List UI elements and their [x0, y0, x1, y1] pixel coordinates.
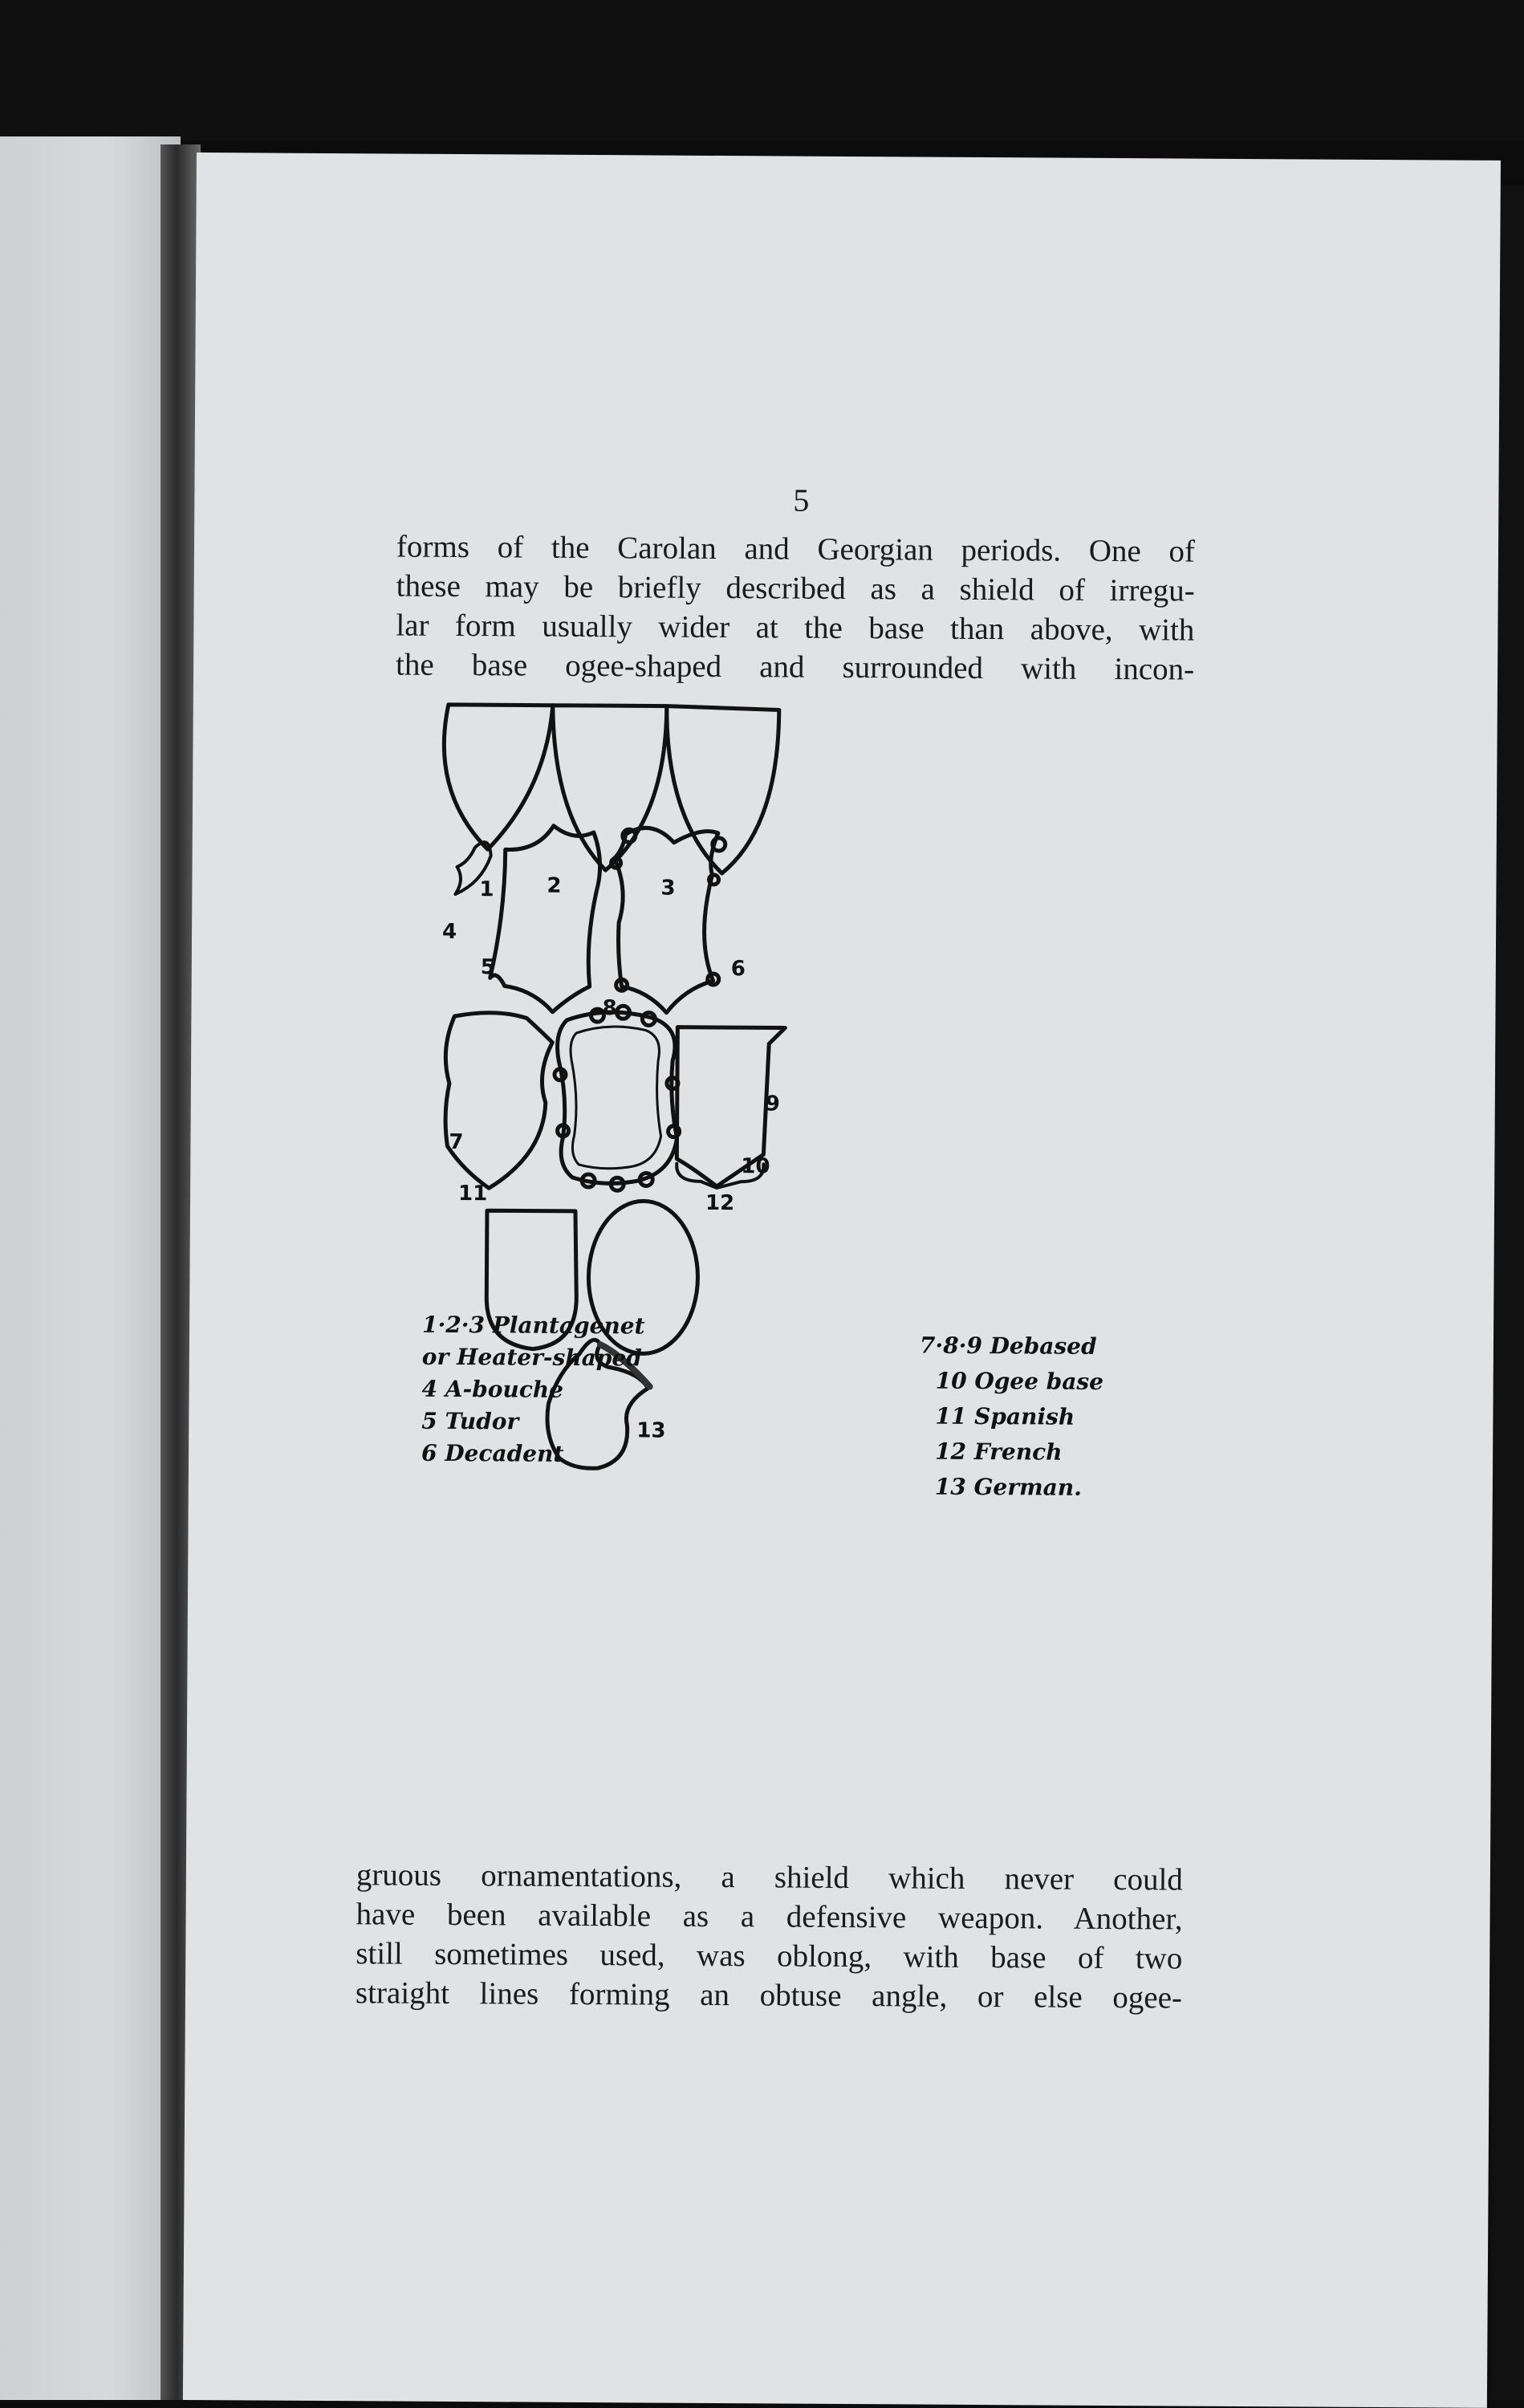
text-line: the base ogee-shaped and surrounded with incon- — [395, 647, 1195, 687]
legend-right-line: 7·8·9 Debased — [919, 1332, 1097, 1360]
shield-8-debased-ornate — [554, 1006, 680, 1191]
text-line: these may be briefly described as a shield of irregu- — [396, 568, 1195, 608]
figure-number-1: 1 — [479, 877, 494, 902]
page-number: 5 — [793, 482, 810, 519]
legend-left-line: 5 Tudor — [421, 1407, 519, 1435]
legend-left-line: or Heater-shaped — [421, 1343, 642, 1372]
shield-1-heater — [444, 705, 553, 850]
figure-number-2: 2 — [547, 873, 562, 898]
previous-page-edge — [0, 136, 181, 2400]
shield-drawings — [427, 697, 1333, 1826]
shield-5-tudor — [490, 825, 599, 1012]
text-line: forms of the Carolan and Georgian periods. One of — [396, 529, 1196, 569]
text-line: lar form usually wider at the base than above, with — [396, 608, 1195, 648]
figure-number-6: 6 — [730, 957, 746, 982]
legend-left-line: 1·2·3 Plantagenet — [421, 1311, 645, 1340]
figure-number-4: 4 — [441, 919, 457, 944]
figure-number-8: 8 — [602, 996, 617, 1021]
legend-left-line: 4 A-bouche — [421, 1375, 564, 1403]
book-page — [183, 153, 1501, 2408]
legend-right-line: 10 Ogee base — [935, 1367, 1104, 1395]
figure-number-10: 10 — [741, 1154, 770, 1179]
figure-number-5: 5 — [480, 955, 495, 980]
text-line: straight lines forming an obtuse angle, or else ogee- — [355, 1975, 1183, 2015]
text-line: gruous ornamentations, a shield which never could — [356, 1857, 1184, 1898]
legend-left-line: 6 Decadent — [421, 1439, 564, 1467]
shield-2-heater — [552, 706, 667, 871]
scanner-background — [0, 0, 1524, 140]
figure-number-9: 9 — [765, 1092, 780, 1117]
figure-number-7: 7 — [449, 1129, 464, 1155]
legend-right-line: 13 German. — [934, 1473, 1083, 1501]
shield-7-debased — [445, 1012, 552, 1188]
legend-right-line: 11 Spanish — [935, 1402, 1075, 1430]
paragraph-top — [396, 527, 1195, 689]
figure-number-11: 11 — [457, 1182, 488, 1206]
figure-number-12: 12 — [705, 1190, 735, 1216]
shield-forms-figure — [421, 697, 1333, 1826]
paragraph-bottom — [356, 1855, 1183, 2017]
figure-number-13: 13 — [636, 1418, 666, 1443]
figure-number-3: 3 — [660, 876, 676, 901]
text-line: still sometimes used, was oblong, with base of two — [356, 1936, 1183, 1976]
legend-right-line: 12 French — [935, 1438, 1063, 1466]
text-line: have been available as a defensive weapon. Another, — [356, 1897, 1183, 1937]
